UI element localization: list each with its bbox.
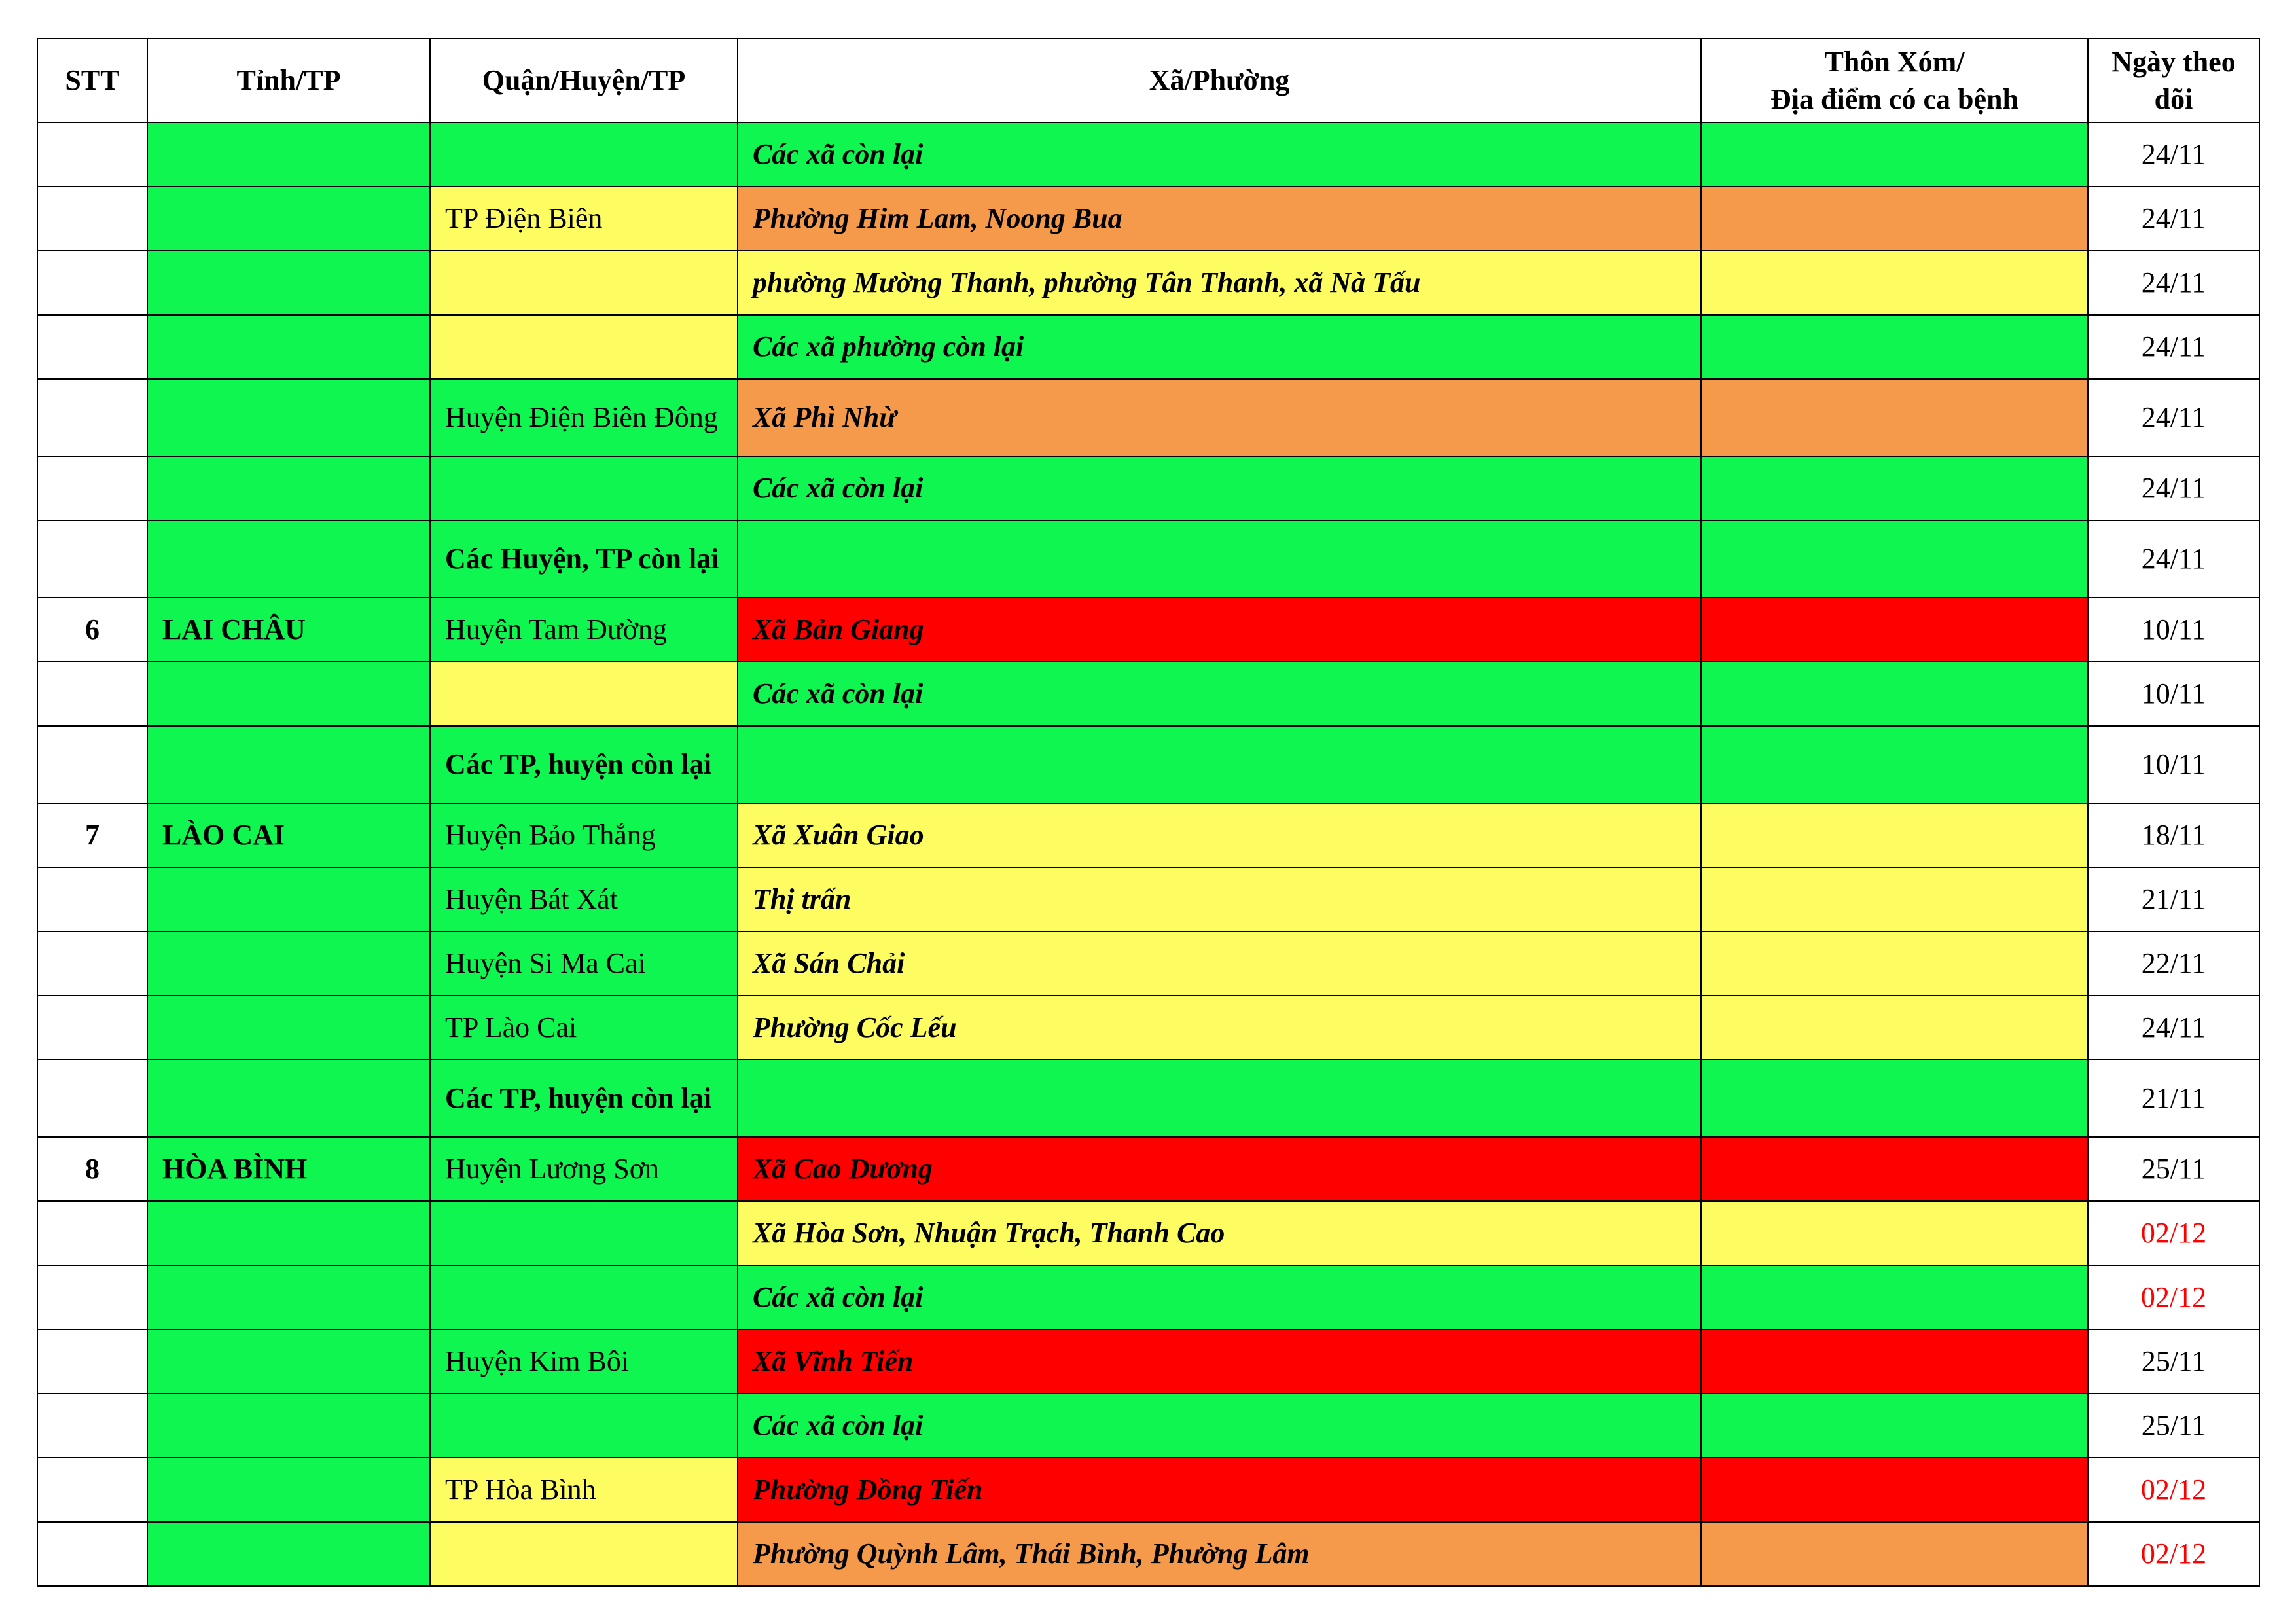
table-row — [37, 1201, 2259, 1265]
hamlet-cell — [1701, 867, 2088, 931]
header-stt: STT — [37, 39, 147, 122]
date-cell: 24/11 — [2088, 456, 2259, 520]
date-cell: 02/12 — [2088, 1458, 2259, 1522]
table-row — [37, 867, 2259, 931]
header-hamlet-line2: Địa điểm có ca bệnh — [1770, 83, 2018, 115]
commune-cell: Xã Sán Chải — [738, 931, 1701, 996]
district-cell: Các TP, huyện còn lại — [430, 726, 738, 803]
stt-cell — [37, 520, 147, 598]
hamlet-cell — [1701, 1137, 2088, 1201]
table-row — [37, 315, 2259, 379]
date-cell: 21/11 — [2088, 1060, 2259, 1137]
district-cell: Huyện Bảo Thắng — [430, 803, 738, 867]
commune-cell: Xã Vĩnh Tiến — [738, 1329, 1701, 1394]
district-cell — [430, 251, 738, 315]
province-cell: LAI CHÂU — [147, 598, 430, 662]
district-cell: TP Điện Biên — [430, 187, 738, 251]
table-row — [37, 1060, 2259, 1137]
stt-cell — [37, 1458, 147, 1522]
province-cell — [147, 1265, 430, 1329]
hamlet-cell — [1701, 1329, 2088, 1394]
district-cell — [430, 1265, 738, 1329]
hamlet-cell — [1701, 1265, 2088, 1329]
header-commune: Xã/Phường — [738, 39, 1701, 122]
district-cell: Huyện Si Ma Cai — [430, 931, 738, 996]
province-cell — [147, 1060, 430, 1137]
table-row — [37, 456, 2259, 520]
hamlet-cell — [1701, 1522, 2088, 1586]
stt-cell: 7 — [37, 803, 147, 867]
province-cell — [147, 1329, 430, 1394]
date-cell: 24/11 — [2088, 315, 2259, 379]
hamlet-cell — [1701, 803, 2088, 867]
stt-cell — [37, 1060, 147, 1137]
covid-risk-level-table — [37, 38, 2260, 1587]
date-cell: 24/11 — [2088, 251, 2259, 315]
date-cell: 25/11 — [2088, 1394, 2259, 1458]
commune-cell: Các xã còn lại — [738, 1265, 1701, 1329]
district-cell: Huyện Điện Biên Đông — [430, 379, 738, 456]
header-hamlet — [1701, 39, 2088, 122]
date-cell: 24/11 — [2088, 996, 2259, 1060]
table-row — [37, 251, 2259, 315]
province-cell — [147, 726, 430, 803]
hamlet-cell — [1701, 520, 2088, 598]
hamlet-cell — [1701, 1060, 2088, 1137]
stt-cell — [37, 1201, 147, 1265]
table-body — [37, 122, 2259, 1586]
stt-cell — [37, 251, 147, 315]
province-cell — [147, 379, 430, 456]
table-row — [37, 1394, 2259, 1458]
stt-cell — [37, 456, 147, 520]
stt-cell — [37, 996, 147, 1060]
province-cell — [147, 867, 430, 931]
table-header — [37, 39, 2259, 122]
stt-cell — [37, 726, 147, 803]
commune-cell: Các xã phường còn lại — [738, 315, 1701, 379]
district-cell — [430, 456, 738, 520]
stt-cell — [37, 1265, 147, 1329]
stt-cell — [37, 379, 147, 456]
header-district: Quận/Huyện/TP — [430, 39, 738, 122]
commune-cell: Các xã còn lại — [738, 456, 1701, 520]
commune-cell — [738, 520, 1701, 598]
province-cell — [147, 996, 430, 1060]
hamlet-cell — [1701, 251, 2088, 315]
hamlet-cell — [1701, 1394, 2088, 1458]
date-cell: 02/12 — [2088, 1522, 2259, 1586]
commune-cell: Xã Bản Giang — [738, 598, 1701, 662]
table-row — [37, 1522, 2259, 1586]
stt-cell: 8 — [37, 1137, 147, 1201]
table-row — [37, 187, 2259, 251]
district-cell — [430, 1522, 738, 1586]
stt-cell — [37, 662, 147, 726]
commune-cell: Các xã còn lại — [738, 662, 1701, 726]
header-row — [37, 39, 2259, 122]
table-row — [37, 379, 2259, 456]
commune-cell: Phường Quỳnh Lâm, Thái Bình, Phường Lâm — [738, 1522, 1701, 1586]
district-cell: TP Lào Cai — [430, 996, 738, 1060]
province-cell — [147, 187, 430, 251]
table-row — [37, 520, 2259, 598]
hamlet-cell — [1701, 187, 2088, 251]
hamlet-cell — [1701, 1458, 2088, 1522]
commune-cell: Phường Cốc Lếu — [738, 996, 1701, 1060]
stt-cell: 6 — [37, 598, 147, 662]
hamlet-cell — [1701, 726, 2088, 803]
table-row — [37, 598, 2259, 662]
commune-cell: Phường Him Lam, Noong Bua — [738, 187, 1701, 251]
stt-cell — [37, 315, 147, 379]
province-cell: LÀO CAI — [147, 803, 430, 867]
district-cell: Huyện Lương Sơn — [430, 1137, 738, 1201]
commune-cell: Xã Hòa Sơn, Nhuận Trạch, Thanh Cao — [738, 1201, 1701, 1265]
district-cell: Các Huyện, TP còn lại — [430, 520, 738, 598]
table-row — [37, 931, 2259, 996]
stt-cell — [37, 1329, 147, 1394]
date-cell: 10/11 — [2088, 726, 2259, 803]
date-cell: 02/12 — [2088, 1201, 2259, 1265]
date-cell: 24/11 — [2088, 379, 2259, 456]
date-cell: 25/11 — [2088, 1137, 2259, 1201]
commune-cell — [738, 1060, 1701, 1137]
district-cell: Huyện Kim Bôi — [430, 1329, 738, 1394]
table-row — [37, 1458, 2259, 1522]
header-hamlet-line1: Thôn Xóm/ — [1824, 45, 1965, 78]
header-date-line2: dõi — [2154, 83, 2193, 115]
district-cell: TP Hòa Bình — [430, 1458, 738, 1522]
district-cell: Huyện Bát Xát — [430, 867, 738, 931]
commune-cell — [738, 726, 1701, 803]
district-cell — [430, 122, 738, 187]
table-row — [37, 803, 2259, 867]
hamlet-cell — [1701, 379, 2088, 456]
commune-cell: Xã Phì Nhừ — [738, 379, 1701, 456]
date-cell: 18/11 — [2088, 803, 2259, 867]
hamlet-cell — [1701, 598, 2088, 662]
stt-cell — [37, 1522, 147, 1586]
stt-cell — [37, 1394, 147, 1458]
district-cell — [430, 1201, 738, 1265]
province-cell — [147, 122, 430, 187]
province-cell — [147, 520, 430, 598]
commune-cell: Phường Đồng Tiến — [738, 1458, 1701, 1522]
province-cell — [147, 1458, 430, 1522]
date-cell: 25/11 — [2088, 1329, 2259, 1394]
hamlet-cell — [1701, 931, 2088, 996]
date-cell: 24/11 — [2088, 187, 2259, 251]
date-cell: 02/12 — [2088, 1265, 2259, 1329]
commune-cell: Xã Xuân Giao — [738, 803, 1701, 867]
date-cell: 10/11 — [2088, 598, 2259, 662]
date-cell: 21/11 — [2088, 867, 2259, 931]
province-cell — [147, 931, 430, 996]
hamlet-cell — [1701, 122, 2088, 187]
hamlet-cell — [1701, 1201, 2088, 1265]
commune-cell: Xã Cao Dương — [738, 1137, 1701, 1201]
stt-cell — [37, 931, 147, 996]
table-row — [37, 662, 2259, 726]
table-row — [37, 1265, 2259, 1329]
hamlet-cell — [1701, 456, 2088, 520]
province-cell: HÒA BÌNH — [147, 1137, 430, 1201]
header-date-line1: Ngày theo — [2111, 45, 2236, 78]
table-row — [37, 1329, 2259, 1394]
table-row — [37, 996, 2259, 1060]
commune-cell: Các xã còn lại — [738, 122, 1701, 187]
province-cell — [147, 315, 430, 379]
date-cell: 10/11 — [2088, 662, 2259, 726]
date-cell: 24/11 — [2088, 520, 2259, 598]
hamlet-cell — [1701, 662, 2088, 726]
stt-cell — [37, 867, 147, 931]
commune-cell: phường Mường Thanh, phường Tân Thanh, xã Nà Tấu — [738, 251, 1701, 315]
stt-cell — [37, 122, 147, 187]
province-cell — [147, 456, 430, 520]
district-cell — [430, 662, 738, 726]
hamlet-cell — [1701, 315, 2088, 379]
table-row — [37, 1137, 2259, 1201]
province-cell — [147, 662, 430, 726]
date-cell: 22/11 — [2088, 931, 2259, 996]
province-cell — [147, 1394, 430, 1458]
header-date — [2088, 39, 2259, 122]
date-cell: 24/11 — [2088, 122, 2259, 187]
table-row — [37, 726, 2259, 803]
province-cell — [147, 251, 430, 315]
province-cell — [147, 1201, 430, 1265]
table-row — [37, 122, 2259, 187]
stt-cell — [37, 187, 147, 251]
commune-cell: Thị trấn — [738, 867, 1701, 931]
district-cell: Huyện Tam Đường — [430, 598, 738, 662]
header-province: Tỉnh/TP — [147, 39, 430, 122]
commune-cell: Các xã còn lại — [738, 1394, 1701, 1458]
hamlet-cell — [1701, 996, 2088, 1060]
district-cell — [430, 1394, 738, 1458]
district-cell — [430, 315, 738, 379]
district-cell: Các TP, huyện còn lại — [430, 1060, 738, 1137]
province-cell — [147, 1522, 430, 1586]
